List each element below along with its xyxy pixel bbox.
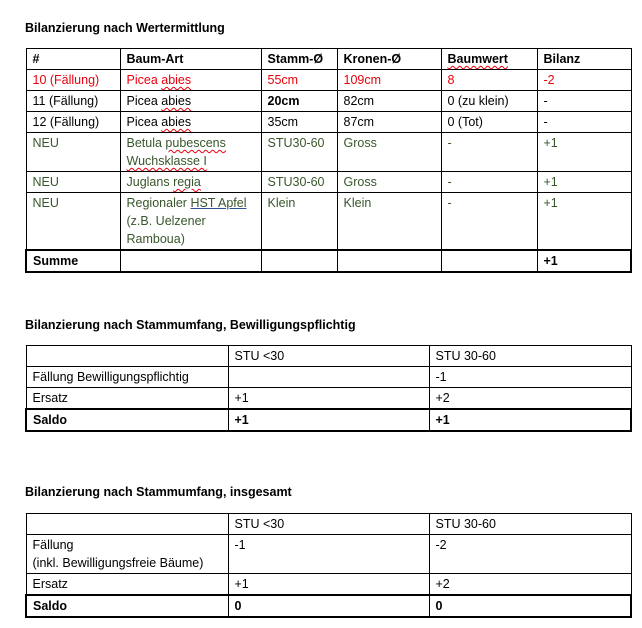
cell-num: NEU	[26, 133, 120, 172]
header-stamm: Stamm-Ø	[261, 49, 337, 70]
section3-title: Bilanzierung nach Stammumfang, insgesamt	[25, 485, 292, 499]
cell-stamm: 20cm	[261, 91, 337, 112]
cell-wert: 8	[441, 70, 537, 91]
cell-num: NEU	[26, 193, 120, 251]
cell-kronen: Gross	[337, 133, 441, 172]
cell-num: 10 (Fällung)	[26, 70, 120, 91]
cell-bilanz: -2	[537, 70, 631, 91]
summe-label: Summe	[26, 250, 120, 272]
cell-kronen: Klein	[337, 193, 441, 251]
header-num: #	[26, 49, 120, 70]
header-stu-30-60: STU 30-60	[429, 346, 631, 367]
cell-art: Betula pubescens Wuchsklasse I	[120, 133, 261, 172]
cell-stamm: 35cm	[261, 112, 337, 133]
cell-wert: 0 (Tot)	[441, 112, 537, 133]
saldo-row: Saldo 0 0	[26, 595, 631, 617]
cell-bilanz: +1	[537, 133, 631, 172]
header-bilanz: Bilanz	[537, 49, 631, 70]
cell-kronen: Gross	[337, 172, 441, 193]
table-row	[26, 133, 631, 172]
cell-stamm: 55cm	[261, 70, 337, 91]
header-kronen: Kronen-Ø	[337, 49, 441, 70]
cell-bilanz: +1	[537, 172, 631, 193]
wertermittlung-table	[25, 48, 632, 273]
saldo-row: Saldo +1 +1	[26, 409, 631, 431]
row-label: Fällung Bewilligungspflichtig	[26, 367, 228, 388]
bewilligungspflichtig-table	[25, 345, 632, 432]
summe-value: +1	[537, 250, 631, 272]
table-row	[26, 193, 631, 251]
row-label: Ersatz	[26, 574, 228, 596]
summe-row	[26, 250, 631, 272]
saldo-label: Saldo	[26, 409, 228, 431]
cell-wert: -	[441, 172, 537, 193]
row-label: Fällung (inkl. Bewilligungsfreie Bäume)	[26, 535, 228, 574]
table-row	[26, 91, 631, 112]
cell-num: 11 (Fällung)	[26, 91, 120, 112]
cell-wert: -	[441, 133, 537, 172]
cell-stamm: STU30-60	[261, 172, 337, 193]
cell-kronen: 82cm	[337, 91, 441, 112]
header-stu-lt30: STU <30	[228, 514, 429, 535]
table-row: Fällung Bewilligungspflichtig -1	[26, 367, 631, 388]
cell-stamm: Klein	[261, 193, 337, 251]
table-row	[26, 112, 631, 133]
cell-art: Regionaler HST Apfel (z.B. Uelzener Ramboua)	[120, 193, 261, 251]
section2-title: Bilanzierung nach Stammumfang, Bewilligungspflichtig	[25, 318, 356, 332]
table-row: Fällung (inkl. Bewilligungsfreie Bäume) -1 -2	[26, 535, 631, 574]
cell-bilanz: -	[537, 91, 631, 112]
table-header-row	[26, 346, 631, 367]
header-stu-lt30: STU <30	[228, 346, 429, 367]
insgesamt-table	[25, 513, 632, 618]
saldo-label: Saldo	[26, 595, 228, 617]
row-label: Ersatz	[26, 388, 228, 410]
cell-wert: -	[441, 193, 537, 251]
header-stu-30-60: STU 30-60	[429, 514, 631, 535]
cell-wert: 0 (zu klein)	[441, 91, 537, 112]
cell-art: Picea abies	[120, 112, 261, 133]
cell-kronen: 109cm	[337, 70, 441, 91]
table-header-row	[26, 514, 631, 535]
table-row	[26, 172, 631, 193]
cell-num: 12 (Fällung)	[26, 112, 120, 133]
header-baum-art: Baum-Art	[120, 49, 261, 70]
cell-bilanz: +1	[537, 193, 631, 251]
cell-bilanz: -	[537, 112, 631, 133]
cell-stamm: STU30-60	[261, 133, 337, 172]
table-row	[26, 70, 631, 91]
table-header-row	[26, 49, 631, 70]
cell-art: Juglans regia	[120, 172, 261, 193]
cell-art: Picea abies	[120, 70, 261, 91]
section1-title: Bilanzierung nach Wertermittlung	[25, 21, 225, 35]
cell-num: NEU	[26, 172, 120, 193]
table-row: Ersatz +1 +2	[26, 574, 631, 596]
table-row: Ersatz +1 +2	[26, 388, 631, 410]
cell-kronen: 87cm	[337, 112, 441, 133]
header-baumwert: Baumwert	[441, 49, 537, 70]
cell-art: Picea abies	[120, 91, 261, 112]
